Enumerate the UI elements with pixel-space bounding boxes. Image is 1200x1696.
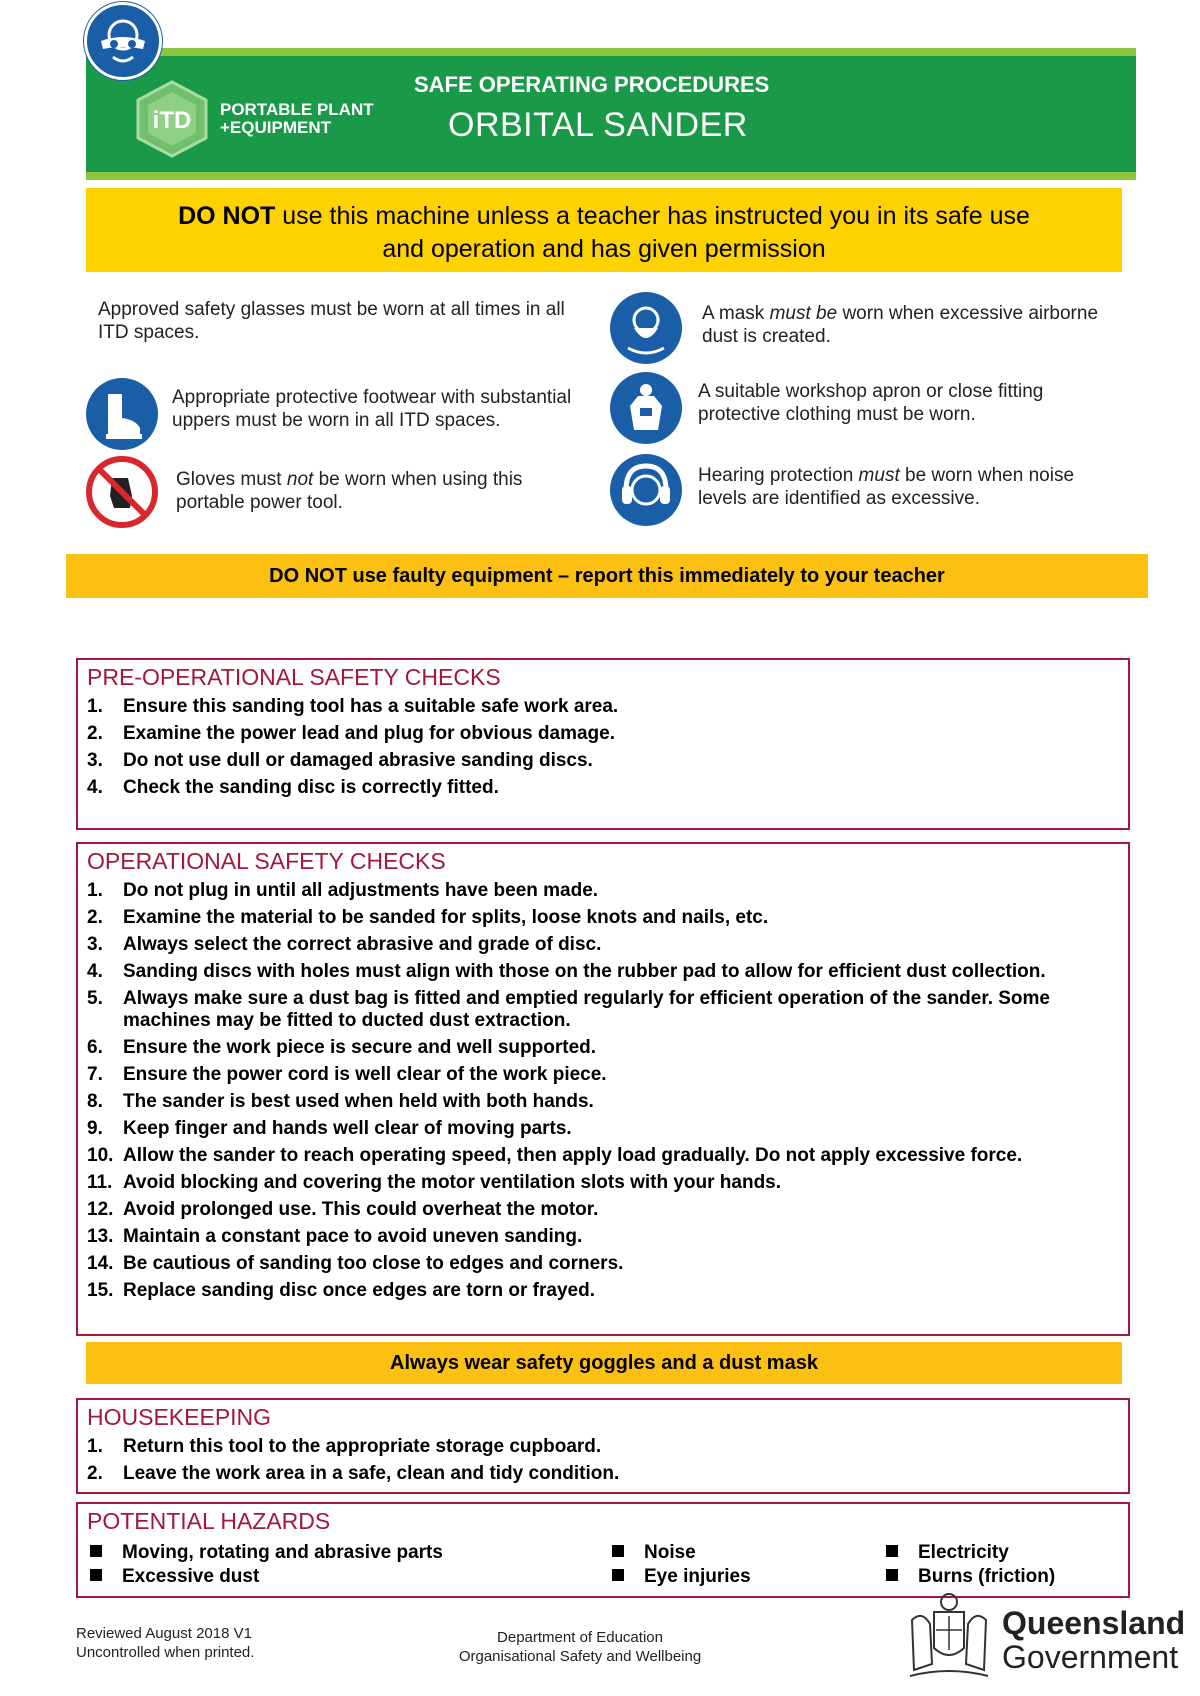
item-number: 7. [87,1064,103,1085]
mask-text-b: worn when excessive airborne dust is created. [702,303,1099,347]
footwear-requirement: Appropriate protective footwear with substantial uppers must be worn in all ITD spaces. [172,387,572,431]
list-item [87,1436,1120,1458]
item-text: Leave the work area in a safe, clean and tidy condition. [123,1463,620,1484]
hazard-item [90,1566,259,1588]
glasses-requirement: Approved safety glasses must be worn at all times in all ITD spaces. [98,299,565,343]
queensland-government-wordmark [1002,1606,1185,1674]
hazards-title: POTENTIAL HAZARDS [87,1508,331,1534]
mask-text-a: A mask [702,303,770,324]
item-number: 13. [87,1226,114,1247]
item-number: 2. [87,723,103,744]
list-item [87,880,1120,902]
operational-title: OPERATIONAL SAFETY CHECKS [87,848,446,874]
bullet-square-icon [886,1545,898,1557]
item-number: 11. [87,1172,113,1193]
itd-label-line1: PORTABLE PLANT [220,100,374,119]
hazards-section [76,1502,1130,1598]
list-item [87,1064,1120,1086]
list-item [87,961,1120,983]
item-text: Keep finger and hands well clear of moving parts. [123,1118,572,1139]
item-text: Ensure the power cord is well clear of the work piece. [123,1064,607,1085]
list-item [87,1463,1120,1485]
bullet-square-icon [90,1545,102,1557]
item-number: 1. [87,1436,103,1457]
mask-requirement [702,302,1122,348]
list-item [87,1226,1120,1248]
item-text: Maintain a constant pace to avoid uneven sanding. [123,1226,583,1247]
item-number: 6. [87,1037,103,1058]
item-text: Avoid prolonged use. This could overheat the motor. [123,1199,599,1220]
item-number: 4. [87,777,103,798]
item-number: 15. [87,1280,114,1301]
apron-icon [610,372,682,444]
operational-list [87,880,1120,1307]
footer-uncontrolled: Uncontrolled when printed. [76,1644,255,1661]
item-number: 8. [87,1091,103,1112]
mask-text-em: must be [769,303,838,324]
list-item [87,1280,1120,1302]
warning-bold: DO NOT [178,202,276,230]
warning-line1-text: use this machine unless a teacher has instructed you in its safe use [275,202,1030,230]
footer-reviewed: Reviewed August 2018 V1 [76,1625,252,1642]
item-text: Examine the power lead and plug for obvious damage. [123,723,615,744]
footer-department [400,1628,760,1666]
item-text: Sanding discs with holes must align with those on the rubber pad to allow for efficient dust collection. [123,961,1046,982]
list-item [87,934,1120,956]
gloves-requirement [176,468,576,514]
list-item [87,777,1120,799]
gloves-text-b: be worn when using this portable power tool. [176,469,523,513]
safety-boots-icon [86,378,158,450]
warning-line1 [86,200,1122,233]
list-item [87,1145,1120,1167]
pre-operational-section [76,658,1130,830]
teacher-permission-warning [86,188,1122,272]
list-item [87,750,1120,772]
hearing-requirement [698,464,1118,510]
itd-label-line2: +EQUIPMENT [220,118,331,137]
list-item [87,696,1120,718]
item-text: Be cautious of sanding too close to edges and corners. [123,1253,624,1274]
header-stripe-top [86,48,1136,56]
bullet-square-icon [90,1569,102,1581]
housekeeping-list [87,1436,1120,1490]
faulty-equipment-banner: DO NOT use faulty equipment – report this immediately to your teacher [66,554,1148,598]
hazard-item [886,1542,1009,1564]
item-number: 2. [87,907,103,928]
list-item [87,988,1120,1032]
hazard-item [90,1542,443,1564]
hazard-text: Eye injuries [644,1566,751,1587]
no-gloves-icon [86,456,158,528]
item-text: Replace sanding disc once edges are torn or frayed. [123,1280,595,1301]
housekeeping-title: HOUSEKEEPING [87,1404,272,1430]
item-number: 14. [87,1253,114,1274]
list-item [87,907,1120,929]
hazard-item [612,1566,751,1588]
itd-logo [132,78,212,158]
apron-requirement: A suitable workshop apron or close fitting protective clothing must be worn. [698,381,1044,425]
queensland-coat-of-arms-icon [900,1590,998,1686]
item-number: 5. [87,988,103,1009]
hazard-item [612,1542,696,1564]
qld-word-1: Queensland [1002,1605,1186,1641]
bullet-square-icon [886,1569,898,1581]
safety-glasses-icon [84,2,162,80]
item-text: Allow the sander to reach operating speed, then apply load gradually. Do not apply excessive force. [123,1145,1023,1166]
item-number: 3. [87,934,103,955]
list-item [87,1037,1120,1059]
hearing-protection-icon [610,454,682,526]
item-number: 2. [87,1463,103,1484]
item-number: 9. [87,1118,103,1139]
footer-dept-name: Department of Education [497,1629,663,1646]
itd-portable-plant-label [220,101,374,137]
warning-line2: and operation and has given permission [382,235,826,263]
item-text: Check the sanding disc is correctly fitted. [123,777,499,798]
item-number: 10. [87,1145,114,1166]
item-number: 4. [87,961,103,982]
pre-operational-title: PRE-OPERATIONAL SAFETY CHECKS [87,664,501,690]
sop-title: SAFE OPERATING PROCEDURES [414,72,770,97]
goggles-banner: Always wear safety goggles and a dust mask [86,1342,1122,1384]
list-item [87,1118,1120,1140]
hazard-text: Moving, rotating and abrasive parts [122,1542,443,1563]
item-text: Do not use dull or damaged abrasive sanding discs. [123,750,593,771]
pre-operational-list [87,696,1120,804]
hazard-text: Excessive dust [122,1566,260,1587]
dust-mask-icon [610,292,682,364]
page-title: ORBITAL SANDER [448,106,748,144]
housekeeping-section [76,1398,1130,1494]
hazard-text: Burns (friction) [918,1566,1056,1587]
item-text: Do not plug in until all adjustments have been made. [123,880,599,901]
footer-unit-name: Organisational Safety and Wellbeing [458,1648,702,1665]
item-number: 1. [87,880,103,901]
hearing-text-b: be worn when noise levels are identified as excessive. [698,465,1075,509]
item-text: Ensure this sanding tool has a suitable safe work area. [123,696,619,717]
list-item [87,723,1120,745]
item-text: Avoid blocking and covering the motor ventilation slots with your hands. [123,1172,782,1193]
list-item [87,1253,1120,1275]
hearing-text-em: must [858,465,900,486]
hazard-text: Electricity [918,1542,1009,1563]
hearing-text-a: Hearing protection [698,465,859,486]
item-number: 12. [87,1199,114,1220]
bullet-square-icon [612,1545,624,1557]
gloves-text-em: not [286,469,314,490]
item-number: 1. [87,696,103,717]
hazard-item [886,1566,1055,1588]
footer-review-info [76,1624,254,1662]
item-text: Examine the material to be sanded for splits, loose knots and nails, etc. [123,907,769,928]
operational-section [76,842,1130,1336]
list-item [87,1172,1120,1194]
gloves-text-a: Gloves must [176,469,287,490]
qld-word-2: Government [1002,1639,1179,1675]
item-text: Always select the correct abrasive and grade of disc. [123,934,602,955]
list-item [87,1199,1120,1221]
item-text: Always make sure a dust bag is fitted and emptied regularly for efficient operation of the sander. Some machines may be fitted to ducted dust extraction. [123,988,1051,1031]
hazard-text: Noise [644,1542,696,1563]
list-item [87,1091,1120,1113]
item-text: Ensure the work piece is secure and well supported. [123,1037,597,1058]
header-stripe-bottom [86,172,1136,180]
item-number: 3. [87,750,103,771]
itd-logo-text: iTD [152,107,192,134]
bullet-square-icon [612,1569,624,1581]
item-text: The sander is best used when held with both hands. [123,1091,594,1112]
item-text: Return this tool to the appropriate storage cupboard. [123,1436,602,1457]
